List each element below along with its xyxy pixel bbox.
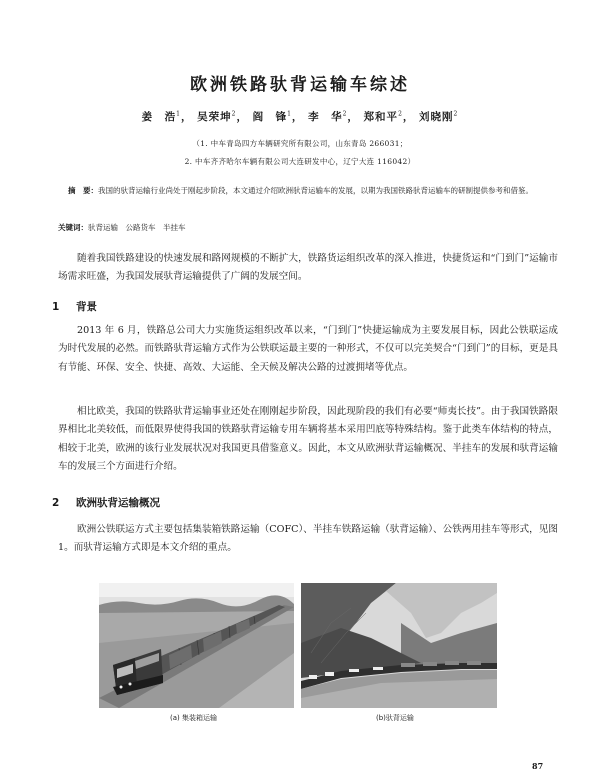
section2-paragraph-1: 欧洲公铁联运方式主要包括集装箱铁路运输（COFC）、半挂车铁路运输（驮背运输）、公铁两用挂车等形式，见图 1。而驮背运输方式即是本文介绍的重点。 bbox=[58, 524, 558, 554]
author-sup: 2 bbox=[231, 110, 237, 118]
section-heading-1 bbox=[52, 299, 97, 314]
abstract-text: 我国的驮背运输行业尚处于刚起步阶段，本文通过介绍欧洲驮背运输车的发展，以期为我国铁路驮背运输车的研制提供参考和借鉴。 bbox=[98, 186, 533, 195]
piggyback-train-photo bbox=[301, 583, 497, 708]
affiliation-2: 2. 中车齐齐哈尔车辆有限公司大连研发中心，辽宁大连 116042） bbox=[184, 157, 416, 166]
author-name: 郑和平 bbox=[363, 111, 399, 123]
affiliation-1: （1. 中车青岛四方车辆研究所有限公司，山东青岛 266031； bbox=[192, 139, 408, 148]
figure-caption-b: (b)驮背运输 bbox=[376, 714, 414, 722]
paper-title: 欧洲铁路驮背运输车综述 bbox=[190, 75, 410, 95]
author-sup: 2 bbox=[398, 110, 403, 118]
author-name: 姜 浩 bbox=[141, 111, 177, 123]
keywords-label: 关键词： bbox=[58, 223, 88, 232]
section1-paragraph-1: 2013 年 6 月，铁路总公司大力实施货运组织改革以来，“门到门”快捷运输成为主要发展目标，因此公铁联运成为时代发展的必然。而铁路驮背运输方式作为公铁联运最主要的一种形式，不仅可以完美契合“门到门”的目标，更是具有节能、环保、安全、快捷、高效、大运能、全天候及解决公路的过渡拥堵等优点。 bbox=[58, 325, 558, 373]
author-name: 李 华 bbox=[308, 111, 343, 123]
figure-caption-a: (a) 集装箱运输 bbox=[170, 714, 217, 722]
container-train-photo bbox=[99, 583, 294, 708]
keywords bbox=[58, 222, 558, 233]
author-sup: 1 bbox=[287, 110, 292, 118]
section-title: 背景 bbox=[76, 301, 97, 313]
section1-paragraph-2: 相比欧美，我国的铁路驮背运输事业还处在刚刚起步阶段，因此现阶段的我们有必要“师夷长技”。由于我国铁路限界相比北美较低，而低限界使得我国的铁路驮背运输专用车辆将基本采用凹底等特殊结构。鉴于此类车体结构的特点，相较于北美，欧洲的该行业发展状况对我国更具借鉴意义。因此，本文从欧洲驮背运输概况、半挂车的发展和驮背运输车的发展三个方面进行介绍。 bbox=[58, 406, 558, 472]
author-name: 吴荣坤 bbox=[197, 111, 232, 123]
author-list: 姜 浩$^1$， 吴荣坤$^2$， 阎 锋$^1$， 李 华$^2$， 郑和平$^2$， 刘晓刚$^2$ bbox=[141, 110, 459, 123]
section-number: 1 bbox=[52, 301, 60, 313]
section-heading-2 bbox=[52, 495, 160, 510]
author-name: 刘晓刚 bbox=[419, 111, 454, 123]
author-sup: 2 bbox=[453, 110, 459, 118]
abstract bbox=[58, 181, 558, 200]
author-sup: 1 bbox=[176, 110, 181, 118]
keywords-text: 驮背运输 公路货车 半挂车 bbox=[88, 223, 186, 232]
intro-paragraph: 随着我国铁路建设的快速发展和路网规模的不断扩大，铁路货运组织改革的深入推进，快捷货运和“门到门”运输市场需求旺盛，为我国发展驮背运输提供了广阔的发展空间。 bbox=[58, 253, 558, 283]
section-number: 2 bbox=[52, 497, 60, 509]
page-number: 87 bbox=[532, 761, 544, 771]
section-title: 欧洲驮背运输概况 bbox=[76, 497, 160, 509]
abstract-label: 摘 要： bbox=[68, 186, 98, 195]
author-sup: 2 bbox=[342, 110, 348, 118]
author-name: 阎 锋 bbox=[252, 111, 288, 123]
